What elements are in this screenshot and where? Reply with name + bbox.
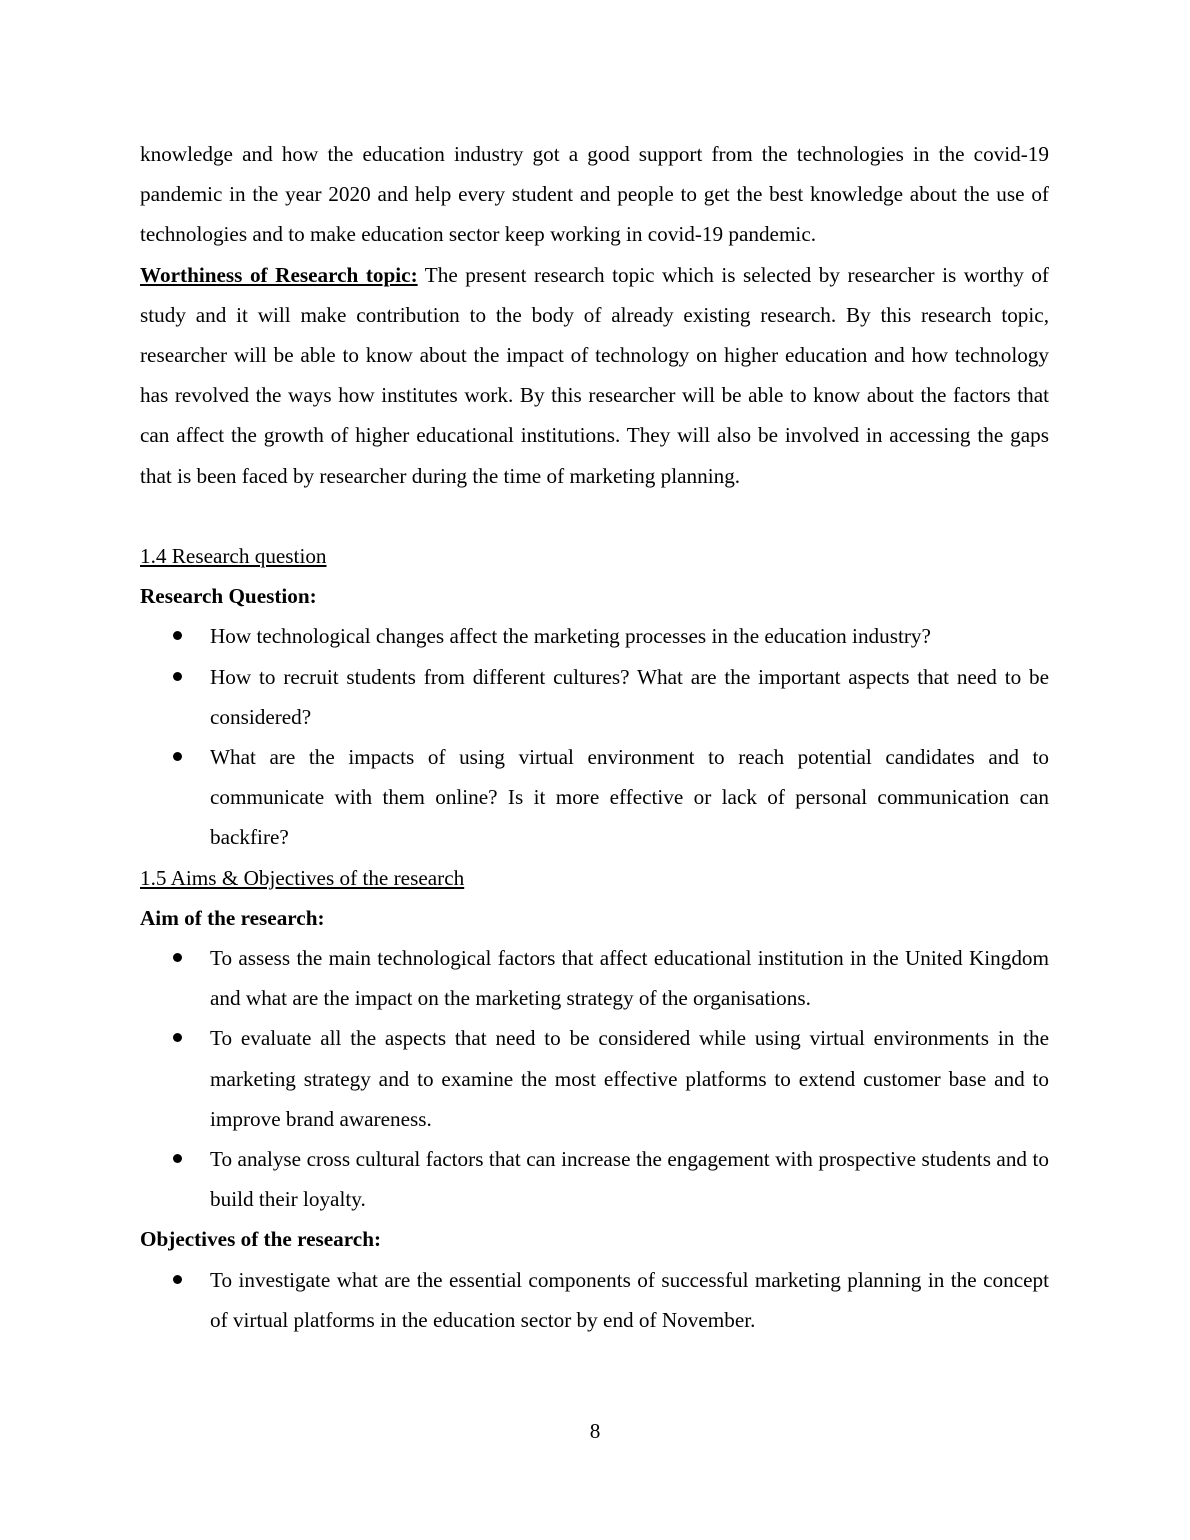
bullet-icon: [173, 1275, 182, 1284]
list-item: [140, 657, 1049, 737]
list-item-text: What are the impacts of using virtual environment to reach potential candidates and to communicate with them online? Is it more effective or lack of personal communication can backfire?: [210, 745, 1049, 850]
bullet-icon: [173, 1154, 182, 1163]
list-item: [140, 616, 1049, 656]
worthiness-text: The present research topic which is selected by researcher is worthy of study and it will make contribution to the body of already existing research. By this research topic, researcher will be able to know about the impact of technology on higher education and how technology has revolved the ways how institutes work. By this researcher will be able to know about the factors that can affect the growth of higher educational institutions. They will also be involved in accessing the gaps that is been faced by researcher during the time of marketing planning.: [140, 262, 1049, 488]
list-item: [140, 938, 1049, 1018]
list-item: [140, 737, 1049, 858]
section-heading-aims-objectives: 1.5 Aims & Objectives of the research: [140, 865, 465, 890]
objectives-label: Objectives of the research:: [140, 1227, 382, 1252]
bullet-icon: [173, 953, 182, 962]
bullet-icon: [173, 1033, 182, 1042]
document-page: [140, 134, 1049, 1340]
bullet-icon: [173, 631, 182, 640]
research-question-label: Research Question:: [140, 584, 317, 609]
aim-label: Aim of the research:: [140, 905, 325, 930]
bullet-icon: [173, 672, 182, 681]
page-number: 8: [589, 1419, 601, 1443]
section-heading-research-question: 1.4 Research question: [140, 544, 327, 569]
list-item: [140, 1260, 1049, 1340]
list-item: [140, 1018, 1049, 1139]
list-item-text: How technological changes affect the marketing processes in the education industry?: [210, 624, 931, 649]
intro-continuation-paragraph: knowledge and how the education industry got a good support from the technologies in the covid-19 pandemic in the year 2020 and help every student and people to get the best knowledge about the use of technologies and to make education sector keep working in covid-19 pandemic.: [140, 142, 1049, 247]
worthiness-paragraph: [140, 255, 1049, 496]
research-question-list: [140, 616, 1049, 857]
list-item-text: To assess the main technological factors that affect educational institution in the United Kingdom and what are the impact on the marketing strategy of the organisations.: [210, 946, 1049, 1011]
list-item-text: To analyse cross cultural factors that can increase the engagement with prospective students and to build their loyalty.: [210, 1147, 1049, 1212]
blank-line: [140, 496, 1049, 536]
list-item-text: How to recruit students from different cultures? What are the important aspects that need to be considered?: [210, 664, 1049, 729]
aims-list: [140, 938, 1049, 1219]
bullet-icon: [173, 752, 182, 761]
worthiness-heading: Worthiness of Research topic:: [140, 262, 418, 287]
list-item-text: To evaluate all the aspects that need to be considered while using virtual environments in the marketing strategy and to examine the most effective platforms to extend customer base and to improve brand awareness.: [210, 1026, 1049, 1131]
list-item: [140, 1139, 1049, 1219]
list-item-text: To investigate what are the essential components of successful marketing planning in the concept of virtual platforms in the education sector by end of November.: [210, 1267, 1049, 1332]
objectives-list: [140, 1260, 1049, 1340]
